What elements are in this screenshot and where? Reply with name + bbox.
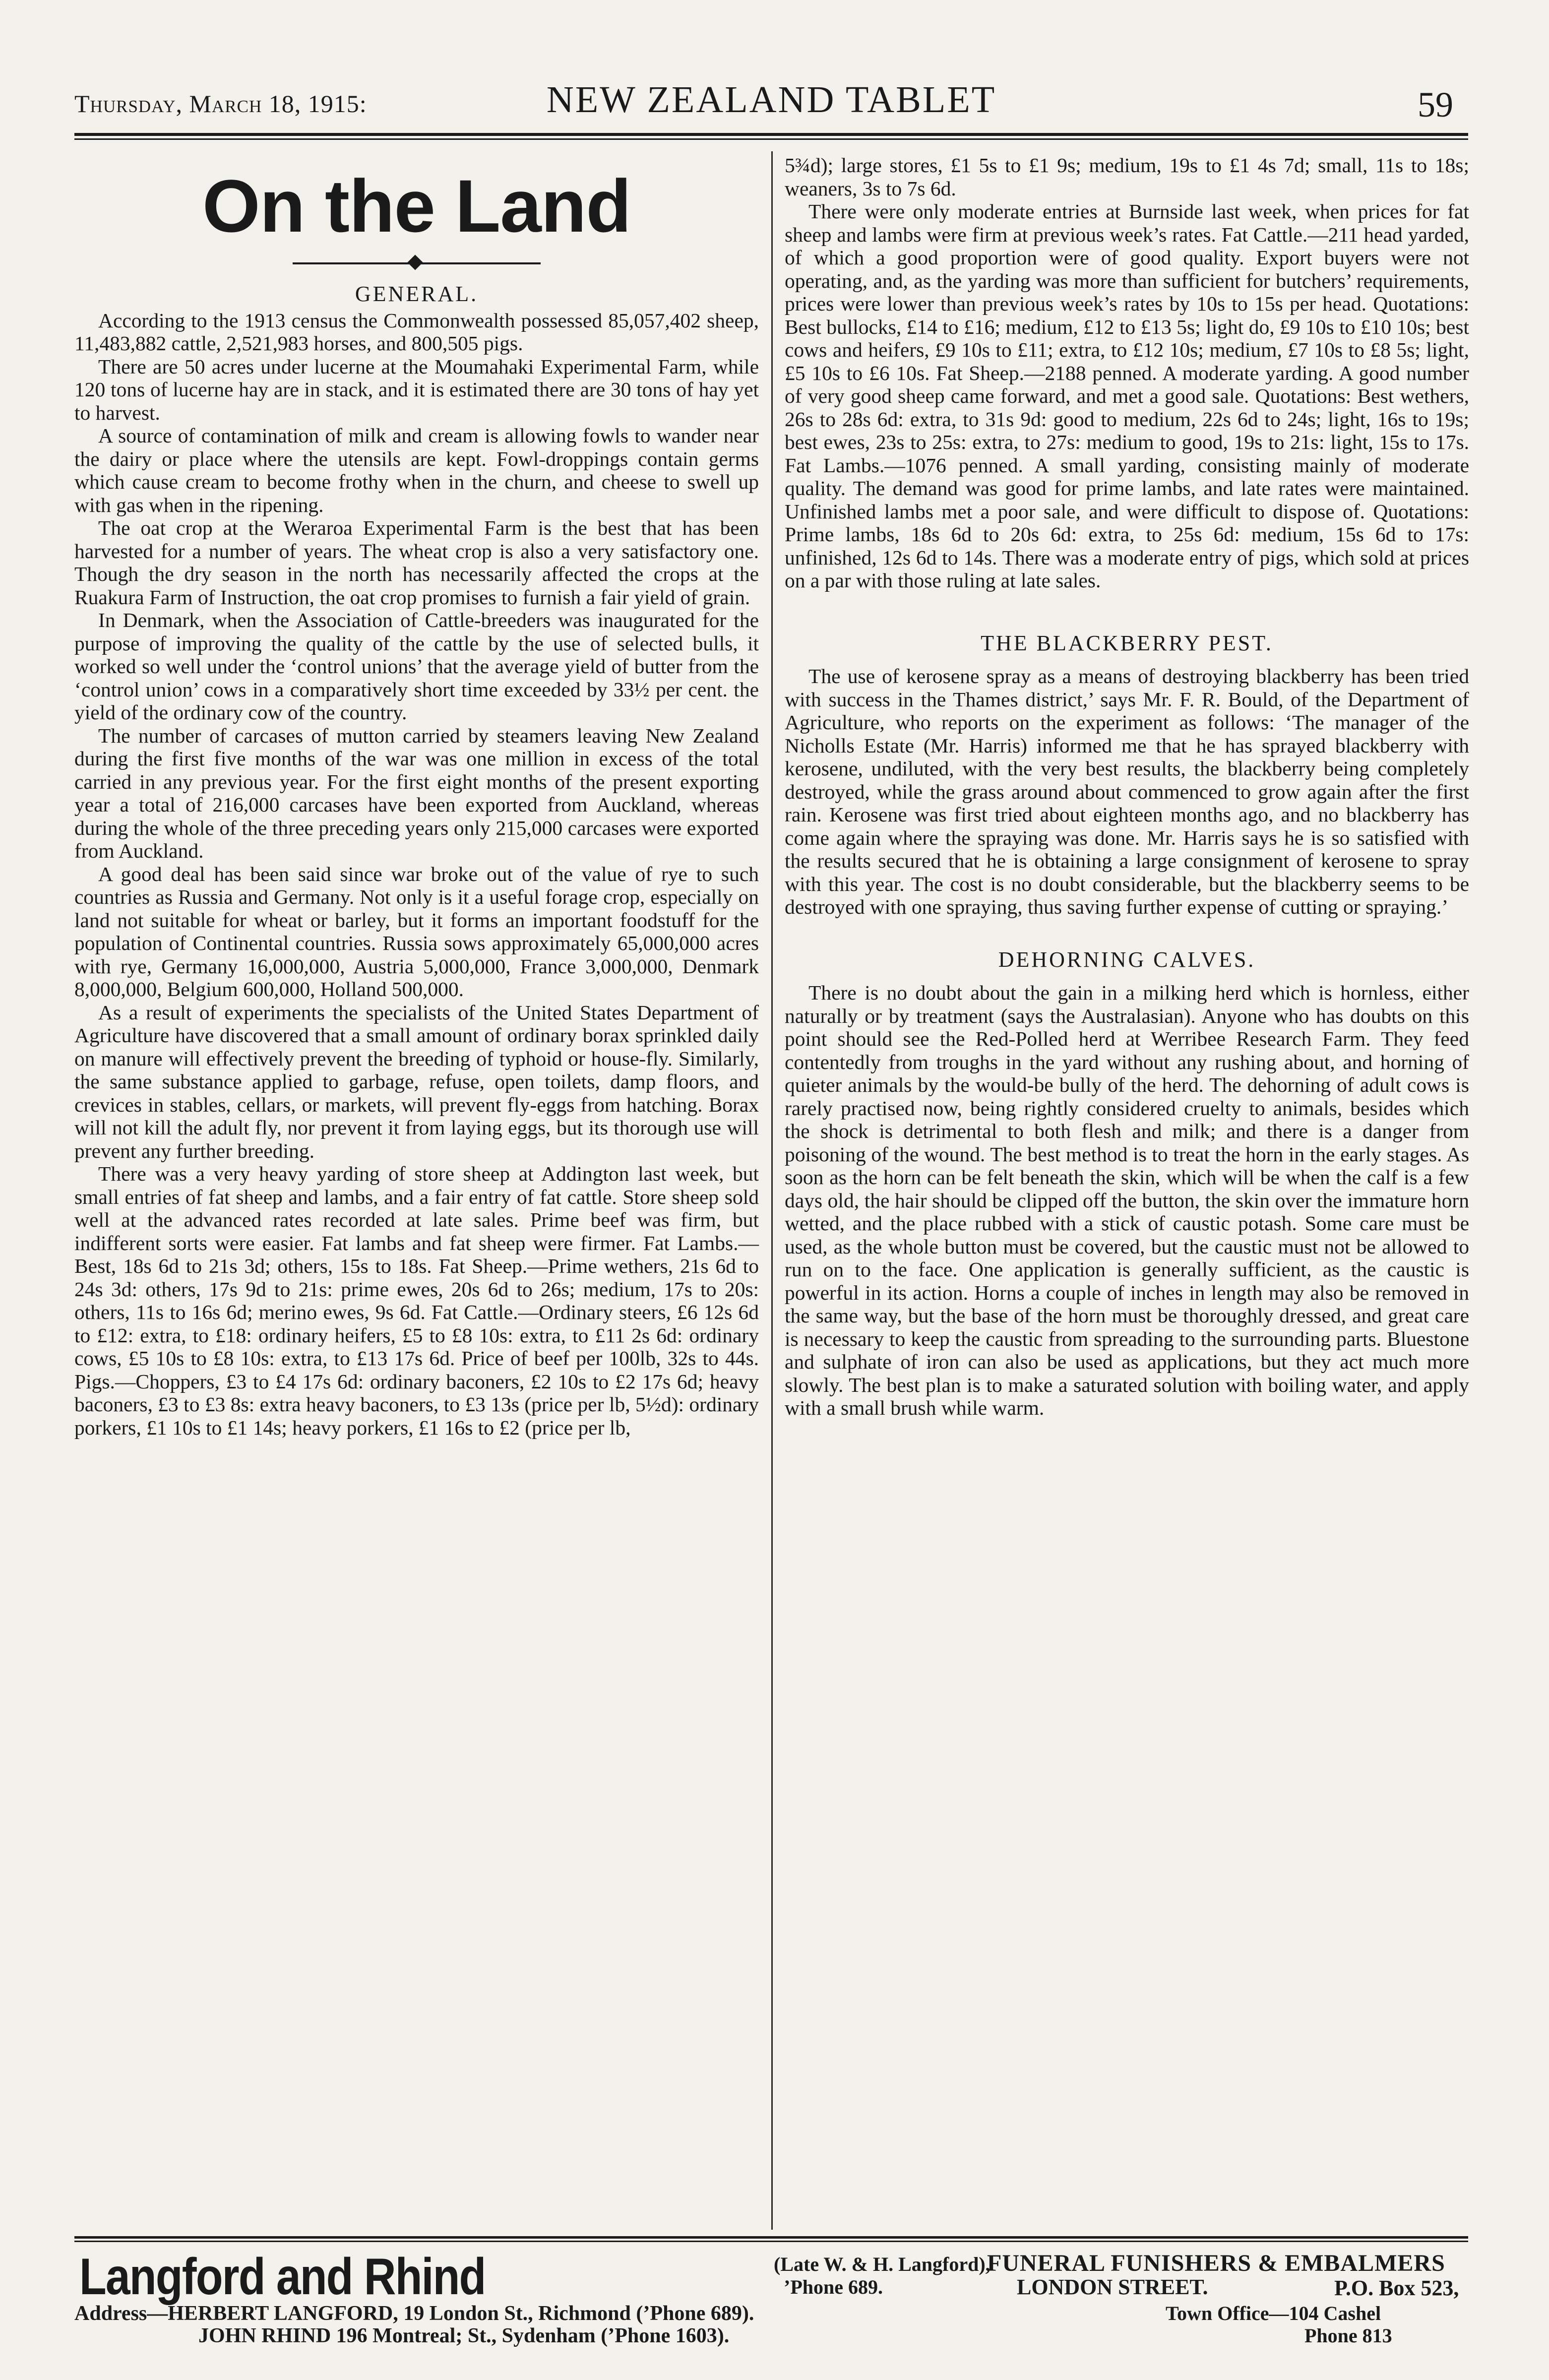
article-paragraph: According to the 1913 census the Commonwealth possessed 85,057,402 sheep, 11,483,882 cattle, 2,521,983 horses, and 800,505 pigs.: [74, 309, 759, 355]
masthead-rule: [74, 133, 1468, 140]
advertisement: [74, 2248, 1468, 2347]
article-paragraph: In Denmark, when the Association of Cattle-breeders was inaugurated for the purpose of improving the quality of the cattle by the use of selected bulls, it worked so well under the ‘control unions’ that the average yield of butter from the ‘control union’ cows in a comparatively short time exceeded by 33½ per cent. the yield of the ordinary cow of the country.: [74, 609, 759, 724]
business-description: FUNERAL FUNISHERS & EMBALMERS: [987, 2250, 1445, 2276]
rhind-address: JOHN RHIND 196 Montreal; St., Sydenham (’Phone 1603).: [198, 2324, 730, 2347]
article-paragraph: There are 50 acres under lucerne at the Moumahaki Experimental Farm, while 120 tons of lucerne hay are in stack, and it is estimated there are 30 tons of hay yet to harvest.: [74, 355, 759, 424]
article-paragraph: As a result of experiments the specialists of the United States Department of Agriculture have discovered that a small amount of ordinary borax sprinkled daily on manure will effectively prevent the breeding of typhoid or house-fly. Similarly, the same substance applied to garbage, refuse, open toilets, damp floors, and crevices in stables, cellars, or markets, will prevent fly-eggs from hatching. Borax will not kill the adult fly, nor prevent it from laying eggs, but its thorough use will prevent any further breeding.: [74, 1001, 759, 1162]
po-box: P.O. Box 523,: [1334, 2276, 1459, 2300]
column-divider: [771, 151, 773, 2230]
continued-paragraph: 5¾d); large stores, £1 5s to £1 9s; medium, 19s to £1 4s 7d; small, 11s to 18s; weaners, 3s to 7s 6d.: [785, 154, 1469, 200]
general-heading: GENERAL.: [355, 282, 479, 306]
section-title: On the Land: [202, 164, 631, 248]
newspaper-title: NEW ZEALAND TABLET: [546, 79, 996, 121]
town-office: Town Office—104 Cashel: [1166, 2302, 1381, 2324]
phone-number: ’Phone 689.: [784, 2276, 883, 2298]
advertisement-rule: [74, 2236, 1468, 2242]
blackberry-paragraph: The use of kerosene spray as a means of destroying blackberry has been tried with success in the Thames district,’ says Mr. F. R. Bould, of the Department of Agriculture, who reports on the experiment as follows: ‘The manager of the Nicholls Estate (Mr. Harris) informed me that he has sprayed blackberry with kerosene, undiluted, with the very best results, the blackberry being completely destroyed, while the grass around about commenced to grow again after the first rain. Kerosene was first tried about eighteen months ago, and no blackberry has come again where the spraying was done. Mr. Harris says he is so satisfied with the results secured that he is obtaining a large consignment of kerosene to spray with this year. The cost is no doubt considerable, but the blackberry seems to be destroyed with one spraying, thus saving further expense of cutting or spraying.’: [785, 665, 1469, 918]
town-office-phone: Phone 813: [1304, 2324, 1392, 2347]
blackberry-heading: THE BLACKBERRY PEST.: [981, 630, 1273, 655]
issue-date: Thursday, March 18, 1915:: [74, 90, 367, 118]
langford-address: Address—HERBERT LANGFORD, 19 London St., Richmond (’Phone 689).: [74, 2302, 754, 2325]
article-paragraph: There was a very heavy yarding of store sheep at Addington last week, but small entries of fat sheep and lambs, and a fair entry of fat cattle. Store sheep sold well at the advanced rates recorded at late sales. Prime beef was firm, but indifferent sorts were easier. Fat lambs and fat sheep were firmer. Fat Lambs.—Best, 18s 6d to 21s 3d; others, 15s to 18s. Fat Sheep.—Prime wethers, 21s 6d to 24s 3d: others, 17s 9d to 21s: prime ewes, 20s 6d to 26s; medium, 17s to 20s: others, 11s to 16s 6d; merino ewes, 9s 6d. Fat Cattle.—Ordinary steers, £6 12s 6d to £12: extra, to £18: ordinary heifers, £5 to £8 10s: extra, to £11 2s 6d: ordinary cows, £5 10s to £8 10s: extra, to £13 17s 6d. Price of beef per 100lb, 32s to 44s. Pigs.—Choppers, £3 to £4 17s 6d: ordinary baconers, £2 10s to £2 17s 6d; heavy baconers, £3 to £3 8s: extra heavy baconers, to £3 13s (price per lb, 5½d): ordinary porkers, £1 10s to £1 14s; heavy porkers, £1 16s to £2 (price per lb,: [74, 1162, 759, 1439]
article-paragraph: A good deal has been said since war broke out of the value of rye to such countries as Russia and Germany. Not only is it a useful forage crop, especially on land not suitable for wheat or barley, but it forms an important foodstuff for the population of Continental countries. Russia sows approximately 65,000,000 acres with rye, Germany 16,000,000, Austria 5,000,000, France 3,000,000, Denmark 8,000,000, Belgium 600,000, Holland 500,000.: [74, 862, 759, 1001]
page-number: 59: [1418, 85, 1453, 125]
left-column: [74, 154, 759, 1439]
dehorning-heading: DEHORNING CALVES.: [998, 947, 1256, 972]
article-paragraph: A source of contamination of milk and cream is allowing fowls to wander near the dairy or place where the utensils are kept. Fowl-droppings contain germs which cause cream to become frothy when in the churn, and cheese to swell up with gas when in the ripening.: [74, 424, 759, 516]
newspaper-page: [74, 74, 1468, 2346]
right-column: [785, 154, 1469, 1420]
article-paragraph: The oat crop at the Weraroa Experimental Farm is the best that has been harvested for a number of years. The wheat crop is also a very satisfactory one. Though the dry season in the north has necessarily affected the crops at the Ruakura Farm of Instruction, the oat crop promises to furnish a fair yield of grain.: [74, 516, 759, 609]
late-firm-name: (Late W. & H. Langford),: [774, 2253, 991, 2275]
title-ornament: [74, 253, 759, 273]
street-address: LONDON STREET.: [1017, 2275, 1208, 2299]
dehorning-paragraph: There is no doubt about the gain in a milking herd which is hornless, either naturally or by treatment (says the Australasian). Anyone who has doubts on this point should see the Red-Polled herd at Werribee Research Farm. They feed contentedly from troughs in the yard without any rushing about, and horning of quieter animals by the would-be bully of the herd. The dehorning of adult cows is rarely practised now, being rightly considered cruelty to animals, besides which the shock is detrimental to both flesh and milk; and there is a danger from poisoning of the wound. The best method is to treat the horn in the early stages. As soon as the horn can be felt beneath the skin, which will be when the calf is a few days old, the hair should be clipped off the button, the skin over the immature horn wetted, and the place rubbed with a stick of caustic potash. Some care must be used, as the whole button must be covered, but the caustic must not be allowed to run on to the face. One application is generally sufficient, as the caustic is powerful in its action. Horns a couple of inches in length may also be removed in the same way, but the base of the horn must be thoroughly dressed, and great care is necessary to keep the caustic from spreading to the surrounding parts. Bluestone and sulphate of iron can also be used as applications, but they act much more slowly. The best plan is to make a saturated solution with boiling water, and apply with a small brush while warm.: [785, 981, 1469, 1419]
burnside-paragraph: There were only moderate entries at Burnside last week, when prices for fat sheep and lambs were firm at previous week’s rates. Fat Cattle.—211 head yarded, of which a good proportion were of good quality. Export buyers were not operating, and, as the yarding was more than sufficient for butchers’ requirements, prices were lower than previous week’s rates by 10s to 15s per head. Quotations: Best bullocks, £14 to £16; medium, £12 to £13 5s; light do, £9 10s to £10 10s; best cows and heifers, £9 10s to £11; extra, to £12 10s; medium, £7 10s to £8 5s; light, £5 10s to £6 10s. Fat Sheep.—2188 penned. A moderate yarding. A good number of very good sheep came forward, and met a good sale. Quotations: Best wethers, 26s to 28s 6d: extra, to 31s 9d: good to medium, 22s 6d to 24s; light, 16s to 19s; best ewes, 23s to 25s: extra, to 27s: medium to good, 19s to 21s: light, 15s to 17s. Fat Lambs.—1076 penned. A small yarding, consisting mainly of moderate quality. The demand was good for prime lambs, and late rates were maintained. Unfinished lambs met a poor sale, and were difficult to dispose of. Quotations: Prime lambs, 18s 6d to 20s 6d: extra, to 25s 6d: medium, 15s 6d to 17s: unfinished, 12s 6d to 14s. There was a moderate entry of pigs, which sold at prices on a par with those ruling at late sales.: [785, 200, 1469, 592]
firm-name: Langford and Rhind: [79, 2248, 486, 2306]
masthead: [74, 74, 1468, 129]
article-paragraph: The number of carcases of mutton carried by steamers leaving New Zealand during the first five months of the war was one million in excess of the total carried in any previous year. For the first eight months of the present exporting year a total of 216,000 carcases have been exported from Auckland, whereas during the whole of the three preceding years only 215,000 carcases were exported from Auckland.: [74, 724, 759, 862]
